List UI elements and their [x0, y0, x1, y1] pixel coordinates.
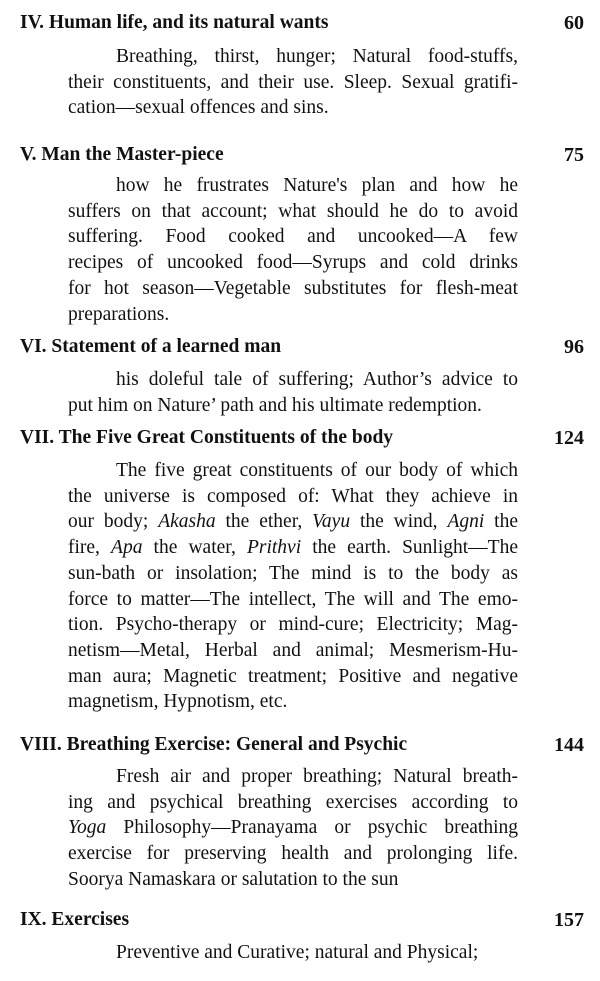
- chapter-description: [68, 458, 518, 715]
- description-line: cation—sexual offences and sins.: [68, 97, 329, 119]
- description-line: Soorya Namaskara or salutation to the sun: [68, 868, 399, 890]
- description-line: preparations.: [68, 303, 170, 325]
- chapter-title: IV. Human life, and its natural wants: [20, 12, 329, 33]
- chapter-heading: [0, 905, 600, 935]
- page-number: 60: [564, 12, 584, 34]
- description-line: force to matter—The intellect, The will and The emo-: [68, 588, 518, 610]
- description-line: man aura; Magnetic treatment; Positive and negative: [68, 665, 518, 687]
- description-line: magnetism, Hypnotism, etc.: [68, 691, 288, 713]
- chapter-description: [68, 173, 518, 327]
- description-line: ing and psychical breathing exercises according to: [68, 791, 518, 813]
- description-line: fire, Apa the water, Prithvi the earth. Sunlight—The: [68, 537, 518, 559]
- chapter-heading: [0, 140, 600, 170]
- description-line: for hot season—Vegetable substitutes for flesh-meat: [68, 277, 518, 299]
- chapter-heading: [0, 332, 600, 362]
- description-line: recipes of uncooked food—Syrups and cold drinks: [68, 252, 518, 274]
- chapter-title: VI. Statement of a learned man: [20, 336, 282, 357]
- chapter-title: IX. Exercises: [20, 909, 130, 930]
- description-line: sun-bath or insolation; The mind is to the body as: [68, 562, 518, 584]
- chapter-description: [68, 940, 518, 966]
- description-line: Preventive and Curative; natural and Physical;: [116, 942, 479, 963]
- description-line: his doleful tale of suffering; Author’s advice to: [116, 369, 518, 390]
- chapter-title: V. Man the Master-piece: [20, 144, 224, 165]
- chapter-entry: [0, 905, 600, 935]
- chapter-entry: [0, 140, 600, 170]
- description-line: how he frustrates Nature's plan and how he: [116, 175, 518, 196]
- description-line: The five great constituents of our body of which: [116, 460, 518, 481]
- chapter-title: VIII. Breathing Exercise: General and Psychic: [20, 734, 408, 755]
- chapter-description: [68, 764, 518, 893]
- chapter-description: [68, 44, 518, 121]
- chapter-heading: [0, 8, 600, 38]
- chapter-description: [68, 367, 518, 418]
- description-line: suffers on that account; what should he do to avoid: [68, 200, 518, 222]
- chapter-entry: [0, 8, 600, 38]
- page-number: 75: [564, 144, 584, 166]
- page-number: 144: [554, 734, 584, 756]
- chapter-heading: [0, 730, 600, 760]
- chapter-title: VII. The Five Great Constituents of the body: [20, 427, 394, 448]
- description-line: tion. Psycho-therapy or mind-cure; Electricity; Mag-: [68, 614, 518, 636]
- description-line: the universe is composed of: What they achieve in: [68, 485, 518, 507]
- page-number: 124: [554, 427, 584, 449]
- description-line: netism—Metal, Herbal and animal; Mesmerism-Hu-: [68, 639, 518, 661]
- description-line: Fresh air and proper breathing; Natural breath-: [116, 766, 518, 787]
- chapter-entry: [0, 423, 600, 453]
- page-number: 157: [554, 909, 584, 931]
- description-line: suffering. Food cooked and uncooked—A few: [68, 226, 518, 248]
- description-line: Breathing, thirst, hunger; Natural food-stuffs,: [116, 46, 518, 67]
- chapter-entry: [0, 730, 600, 760]
- description-line: Yoga Philosophy—Pranayama or psychic breathing: [68, 817, 518, 839]
- description-line: their constituents, and their use. Sleep. Sexual gratifi-: [68, 71, 518, 93]
- description-line: exercise for preserving health and prolonging life.: [68, 843, 518, 865]
- chapter-entry: [0, 332, 600, 362]
- page-number: 96: [564, 336, 584, 358]
- chapter-heading: [0, 423, 600, 453]
- description-line: put him on Nature’ path and his ultimate redemption.: [68, 394, 482, 416]
- description-line: our body; Akasha the ether, Vayu the wind, Agni the: [68, 511, 519, 533]
